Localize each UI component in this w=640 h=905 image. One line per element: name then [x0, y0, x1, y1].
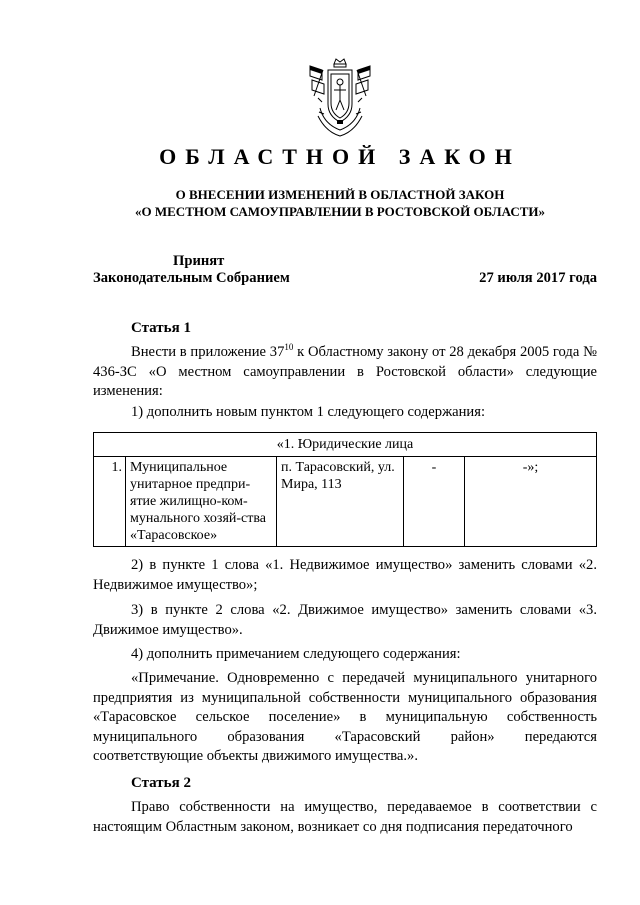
entity-name-cell: Муниципальное унитарное предпри-ятие жилищно-ком-мунального хозяй-ства «Тарасовское»: [126, 457, 277, 547]
table-row: [94, 457, 597, 547]
subtitle-line-2: «О МЕСТНОМ САМОУПРАВЛЕНИИ В РОСТОВСКОЙ ОБЛАСТИ»: [135, 204, 545, 219]
law-subtitle: [0, 186, 640, 220]
law-title: ОБЛАСТНОЙ ЗАКОН: [159, 144, 521, 169]
intro-superscript: 10: [284, 342, 294, 352]
intro-text-b: к Областному закону от 28 декабря 2005 года № 436-ЗС «О местном самоуправлении в Ростовской области» следующие изменения:: [93, 344, 597, 399]
row-number: 1.: [94, 457, 126, 547]
article-1-item-4: 4) дополнить примечанием следующего содержания:: [131, 646, 461, 662]
address-cell: п. Тарасовский, ул. Мира, 113: [277, 457, 404, 547]
subtitle-line-1: О ВНЕСЕНИИ ИЗМЕНЕНИЙ В ОБЛАСТНОЙ ЗАКОН: [175, 187, 505, 202]
article-1-intro: [93, 343, 597, 402]
table-caption: «1. Юридические лица: [94, 433, 597, 457]
closing-cell: -»;: [465, 457, 597, 547]
table-caption-row: [94, 433, 597, 457]
amendment-table: [93, 432, 597, 547]
article-1-heading: Статья 1: [131, 320, 191, 336]
article-1-item-2: 2) в пункте 1 слова «1. Недвижимое имущество» заменить словами «2. Недвижимое имущество»;: [93, 557, 597, 593]
article-2-heading: Статья 2: [131, 775, 191, 791]
adopted-label: Принят: [173, 253, 225, 269]
adopted-date: 27 июля 2017 года: [479, 270, 597, 286]
dash-cell: -: [404, 457, 465, 547]
coat-of-arms-emblem: [306, 58, 374, 138]
article-1-note: «Примечание. Одновременно с передачей муниципального унитарного предприятия из муниципальной собственности муниципального образования «Тарасовское сельское поселение» в муниципальную собственность муниципального образования «Тарасовский район» передаются соответствующие объекты движимого имущества.».: [93, 670, 597, 764]
article-2-text: Право собственности на имущество, передаваемое в соответствии с настоящим Областным законом, возникает со дня подписания передаточного: [93, 799, 597, 835]
intro-text-a: Внести в приложение 37: [131, 344, 285, 360]
article-1-item-3: 3) в пункте 2 слова «2. Движимое имущество» заменить словами «3. Движимое имущество».: [93, 602, 597, 638]
adopted-by: Законодательным Собранием: [93, 270, 290, 286]
article-1-item-1: 1) дополнить новым пунктом 1 следующего содержания:: [131, 404, 486, 420]
